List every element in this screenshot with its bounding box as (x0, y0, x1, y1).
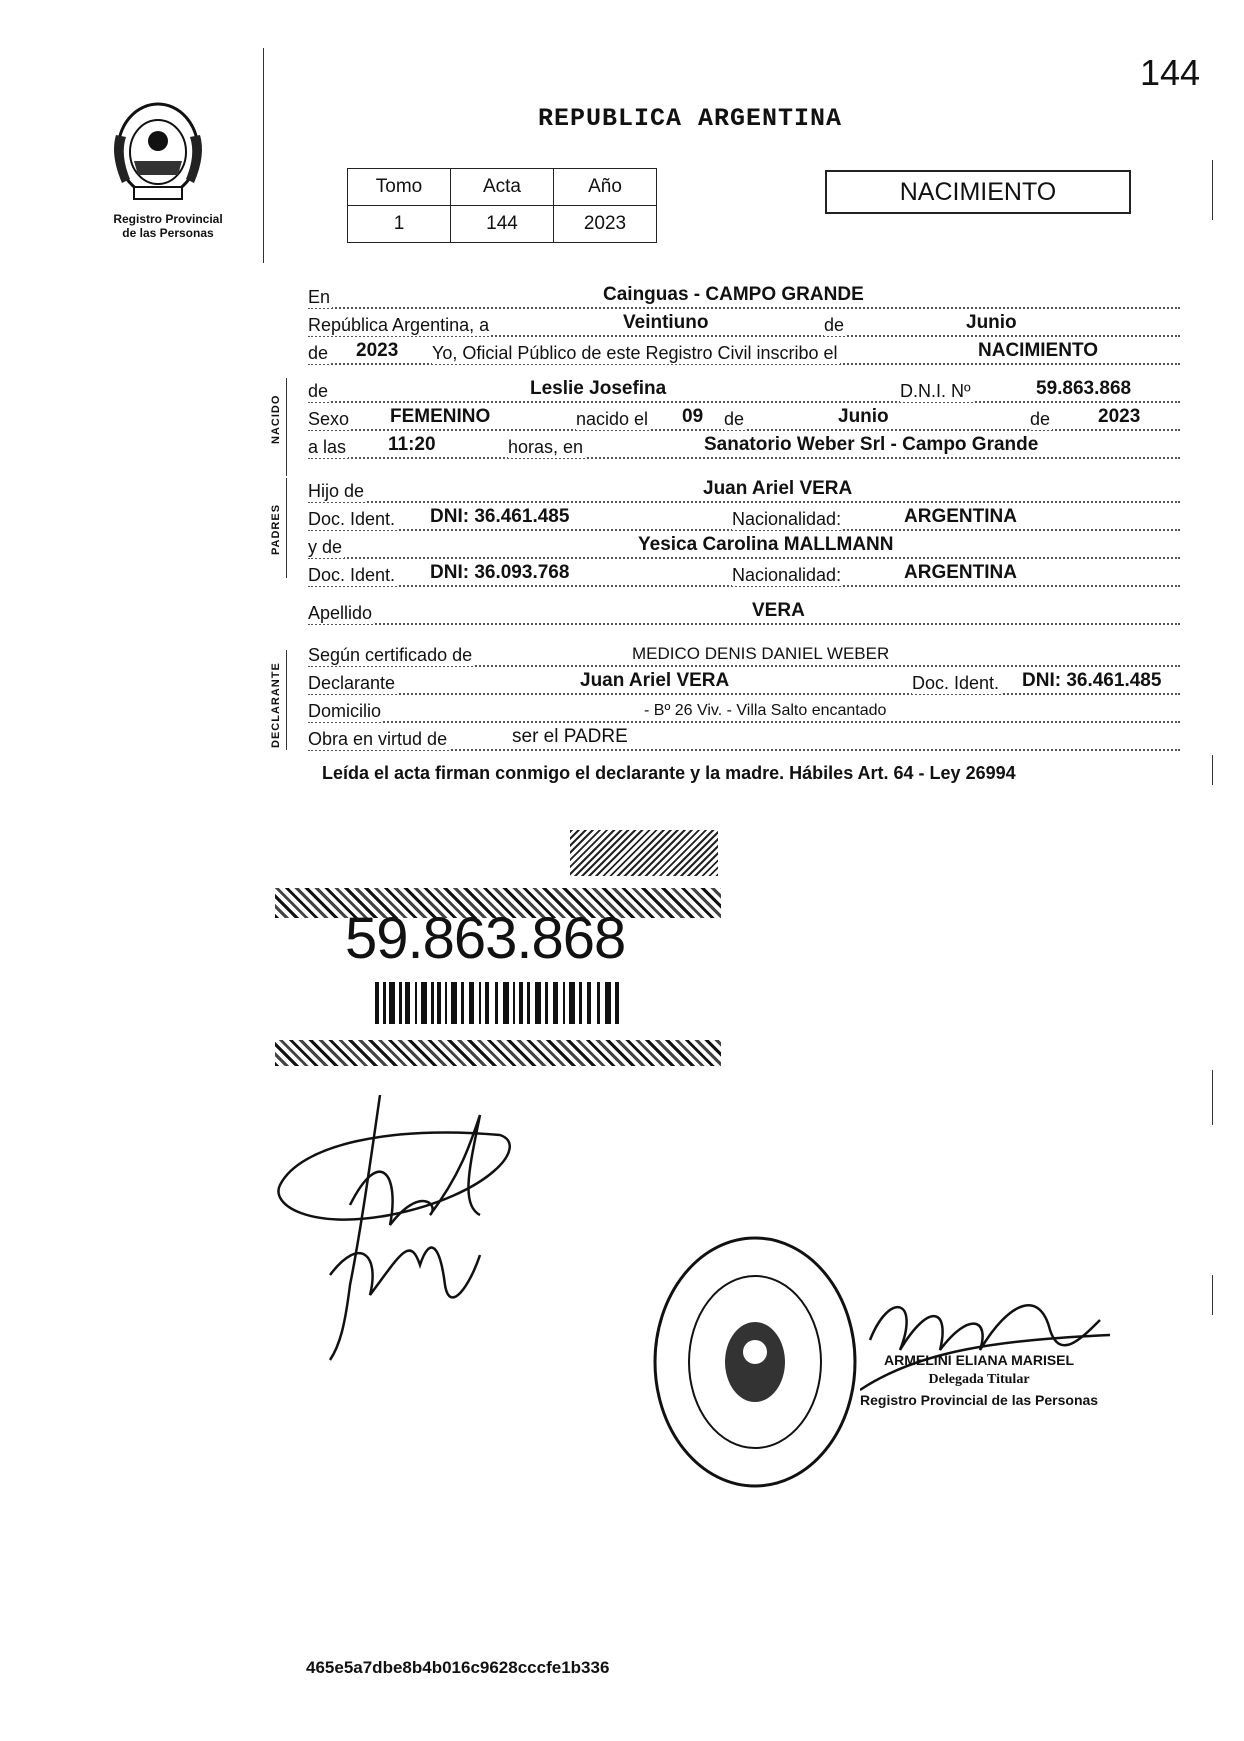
label-segun: Según certificado de (308, 645, 473, 665)
row-padre-doc (308, 504, 1180, 534)
document-hash: 465e5a7dbe8b4b016c9628cccfe1b336 (306, 1658, 610, 1677)
row-apellido (308, 598, 1180, 628)
value-dia-nac: 09 (682, 406, 704, 427)
value-apellido: VERA (752, 600, 805, 621)
label-nacido-el: nacido el (576, 409, 649, 429)
official-office: Registro Provincial de las Personas (860, 1392, 1099, 1408)
label-declarante: Declarante (308, 673, 396, 693)
sticker-band-bottom (275, 1040, 721, 1066)
label-yo: Yo, Oficial Público de este Registro Civil inscribo el (432, 343, 838, 363)
right-margin-line (1212, 160, 1213, 220)
label-obra: Obra en virtud de (308, 729, 448, 749)
value-anio: 2023 (554, 206, 657, 243)
value-padre-nac: ARGENTINA (904, 506, 1017, 527)
value-nombre: Leslie Josefina (530, 378, 667, 399)
label-apellido: Apellido (308, 603, 373, 623)
document-title: REPUBLICA ARGENTINA (538, 104, 843, 133)
label-republica: República Argentina, a (308, 315, 490, 335)
logo-caption-line1: Registro Provincial (113, 212, 223, 226)
value-madre-dni: DNI: 36.093.768 (430, 562, 570, 583)
side-label-declarante: DECLARANTE (270, 662, 282, 748)
row-madre-doc (308, 560, 1180, 590)
label-dni: D.N.I. Nº (900, 381, 971, 401)
record-header-row (348, 169, 657, 206)
value-declarante: Juan Ariel VERA (580, 670, 730, 691)
label-de: de (824, 315, 845, 335)
value-mes-nac: Junio (838, 406, 889, 427)
value-sexo: FEMENINO (390, 406, 491, 427)
header-acta: Acta (451, 169, 554, 206)
row-inscripcion (308, 338, 1180, 368)
label-en: En (308, 287, 331, 307)
row-domicilio (308, 696, 1180, 726)
value-dia-letras: Veintiuno (623, 312, 709, 333)
row-hora (308, 432, 1180, 462)
logo-caption-line2: de las Personas (122, 226, 214, 240)
label-de2: de (308, 343, 329, 363)
province-seal-logo (108, 95, 230, 210)
row-padre (308, 476, 1180, 506)
row-declarante (308, 668, 1180, 698)
value-lugar-nac: Sanatorio Weber Srl - Campo Grande (704, 434, 1039, 455)
value-tomo: 1 (348, 206, 451, 243)
row-nombre (308, 376, 1180, 406)
value-anio-nac: 2023 (1098, 406, 1141, 427)
left-margin-line (263, 48, 264, 263)
value-padre: Juan Ariel VERA (703, 478, 853, 499)
label-nacionalidad: Nacionalidad: (732, 509, 842, 529)
barcode (375, 982, 625, 1029)
value-lugar: Cainguas - CAMPO GRANDE (603, 284, 864, 305)
value-hora: 11:20 (388, 434, 436, 455)
official-role: Delegada Titular (928, 1372, 1030, 1387)
page-number: 144 (1140, 52, 1201, 93)
label-doc-ident3: Doc. Ident. (912, 673, 1000, 693)
label-doc-ident2: Doc. Ident. (308, 565, 396, 585)
row-sexo (308, 404, 1180, 434)
closing-note: Leída el acta firman conmigo el declarante y la madre. Hábiles Art. 64 - Ley 26994 (322, 763, 1016, 783)
label-de-nombre: de (308, 381, 329, 401)
side-label-padres: PADRES (270, 503, 282, 555)
left-margin-line (286, 650, 287, 750)
value-anio: 2023 (356, 340, 399, 361)
side-label-nacido: NACIDO (270, 394, 282, 444)
left-margin-line (286, 478, 287, 578)
value-acta: 144 (451, 206, 554, 243)
row-obra (308, 724, 1180, 754)
value-mes: Junio (966, 312, 1017, 333)
row-certificado (308, 640, 1180, 670)
label-nacionalidad2: Nacionalidad: (732, 565, 842, 585)
value-dni: 59.863.868 (1036, 378, 1132, 399)
official-round-stamp (650, 1232, 860, 1497)
value-acto: NACIMIENTO (978, 340, 1098, 361)
value-domicilio: - Bº 26 Viv. - Villa Salto encantado (644, 702, 887, 719)
value-madre: Yesica Carolina MALLMANN (638, 534, 894, 555)
right-margin-line (1212, 1070, 1213, 1125)
value-padre-dni: DNI: 36.461.485 (430, 506, 570, 527)
label-doc-ident: Doc. Ident. (308, 509, 396, 529)
security-stamp (570, 830, 718, 876)
value-madre-nac: ARGENTINA (904, 562, 1017, 583)
label-domicilio: Domicilio (308, 701, 382, 721)
label-sexo: Sexo (308, 409, 350, 429)
label-de4: de (1030, 409, 1051, 429)
declarant-signature (270, 1085, 530, 1370)
logo-caption (98, 212, 238, 240)
label-de3: de (724, 409, 745, 429)
label-y-de: y de (308, 537, 343, 557)
record-value-row (348, 206, 657, 243)
right-margin-line (1212, 755, 1213, 785)
record-table (347, 168, 657, 243)
header-tomo: Tomo (348, 169, 451, 206)
value-declarante-dni: DNI: 36.461.485 (1022, 670, 1162, 691)
record-type-box: NACIMIENTO (825, 170, 1131, 214)
sticker-dni-number: 59.863.868 (345, 906, 626, 971)
label-hijo-de: Hijo de (308, 481, 365, 501)
left-margin-line (286, 378, 287, 476)
header-anio: Año (554, 169, 657, 206)
row-fecha (308, 310, 1180, 340)
right-margin-line (1212, 1275, 1213, 1315)
row-madre (308, 532, 1180, 562)
label-horas: horas, en (508, 437, 584, 457)
value-obra: ser el PADRE (512, 726, 628, 747)
official-name: ARMELINI ELIANA MARISEL (884, 1352, 1075, 1368)
label-a-las: a las (308, 437, 347, 457)
row-lugar (308, 282, 1180, 312)
value-certificado: MEDICO DENIS DANIEL WEBER (632, 644, 890, 663)
official-name-block (860, 1350, 1098, 1410)
